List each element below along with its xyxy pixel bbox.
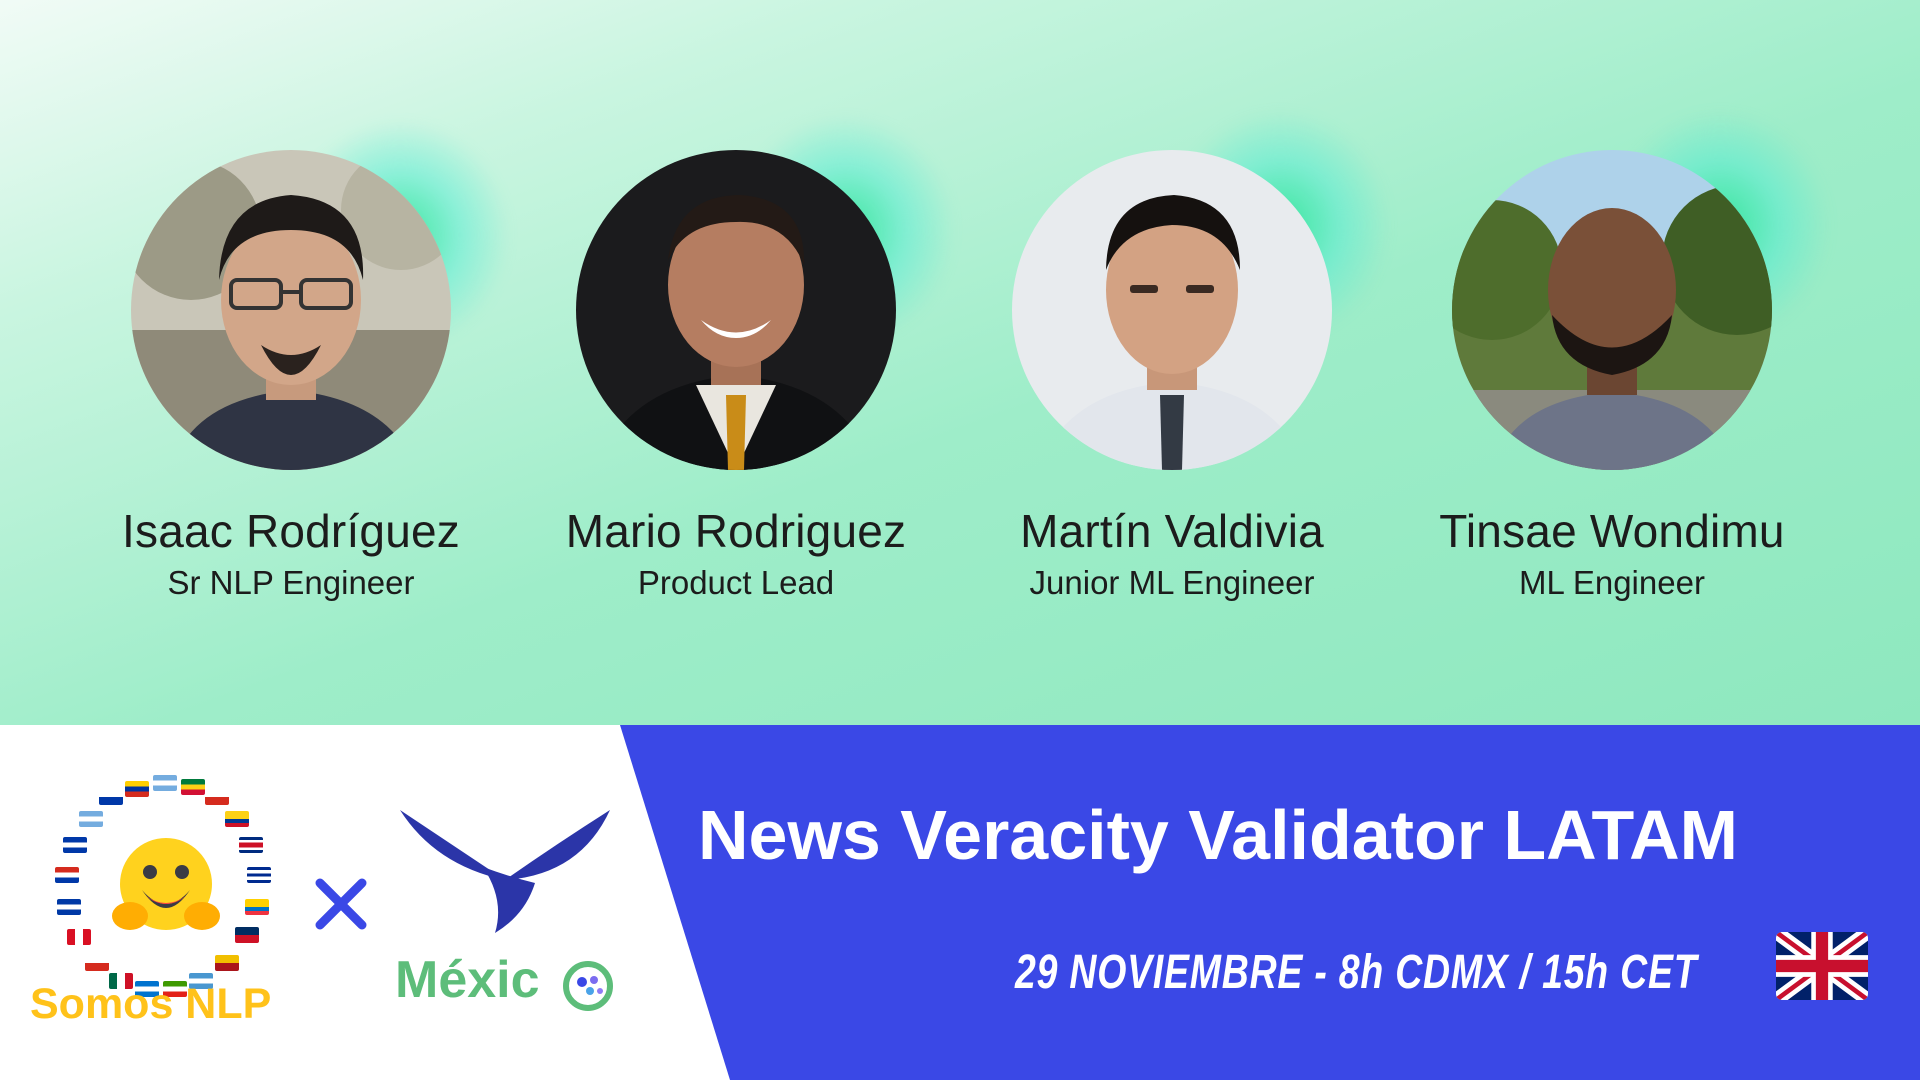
speaker-name: Isaac Rodríguez xyxy=(122,505,460,557)
somos-nlp-logo-text: Somos NLP xyxy=(30,980,272,1028)
speaker-role: Product Lead xyxy=(637,563,835,601)
person-photo-icon xyxy=(1012,150,1332,470)
mexico-logo-text: Méxic xyxy=(395,951,540,1009)
person-photo-icon xyxy=(131,150,451,470)
event-title: News Veracity Validator LATAM xyxy=(698,796,1738,874)
speaker-photo xyxy=(576,150,896,470)
speaker-role: Sr NLP Engineer xyxy=(167,563,415,601)
hugging-face-icon xyxy=(106,828,226,948)
speaker-card xyxy=(516,150,956,601)
speaker-role: ML Engineer xyxy=(1519,563,1705,601)
speaker-photo xyxy=(1012,150,1332,470)
speaker-card xyxy=(1392,150,1832,601)
speaker-photo xyxy=(1452,150,1772,470)
speaker-name: Mario Rodriguez xyxy=(565,505,907,557)
uk-flag-icon xyxy=(1776,932,1868,1000)
speaker-card xyxy=(952,150,1392,601)
bird-logo-icon xyxy=(395,805,615,935)
event-datetime: 29 NOVIEMBRE - 8h CDMX / 15h CET xyxy=(1015,946,1698,999)
person-photo-icon xyxy=(1452,150,1772,470)
speaker-role: Junior ML Engineer xyxy=(1029,563,1315,601)
person-photo-icon xyxy=(576,150,896,470)
collaboration-x-icon xyxy=(312,875,370,933)
mexico-o-dots-icon xyxy=(560,958,616,1014)
speaker-name: Martín Valdivia xyxy=(1020,505,1324,557)
speaker-card xyxy=(71,150,511,601)
speaker-photo xyxy=(131,150,451,470)
speaker-name: Tinsae Wondimu xyxy=(1439,505,1785,557)
